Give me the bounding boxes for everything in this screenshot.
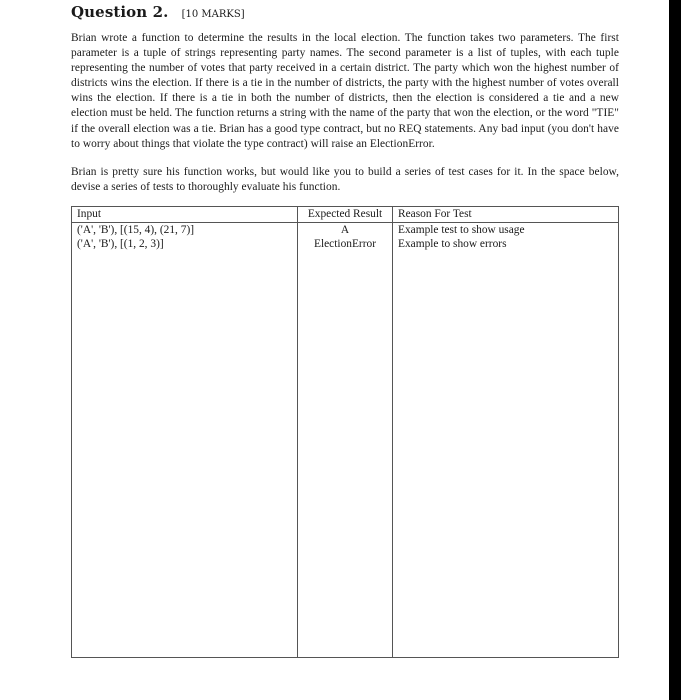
question-title: Question 2.: [71, 3, 169, 21]
blank-reason-cell[interactable]: [393, 251, 619, 658]
problem-description: Brian wrote a function to determine the results in the local election. The function takes two parameters. The first parameter is a tuple of strings representing party names. The second parameter is a list of tuples, with each tuple representing the number of votes that party received in a certain district. The party which won the highest number of districts wins the election. If there is a tie in the number of districts, the party with the highest number of votes overall wins the election. If there is a tie in both the number of districts, then the election is considered a tie and a new election must be held. The function returns a string with the name of the party that won the election, or the word "TIE" if the overall election was a tie. Brian has a good type contract, but no REQ statements. Any bad input (you don't have to worry about things that violate the type contract) will raise an ElectionError.: [71, 32, 619, 150]
row-expected-cell: A: [298, 223, 393, 238]
blank-input-cell[interactable]: [72, 251, 298, 658]
header-expected-result: Expected Result: [298, 207, 393, 223]
header-input: Input: [72, 207, 298, 223]
question-header: [71, 2, 245, 21]
row-reason-cell: Example test to show usage: [393, 223, 619, 238]
row-input-cell: ('A', 'B'), [(15, 4), (21, 7)]: [72, 223, 298, 238]
row-input-cell: ('A', 'B'), [(1, 2, 3)]: [72, 237, 298, 251]
header-reason: Reason For Test: [393, 207, 619, 223]
row-expected-cell: ElectionError: [298, 237, 393, 251]
test-instructions: Brian is pretty sure his function works, but would like you to build a series of test cases for it. In the space below, devise a series of tests to thoroughly evaluate his function.: [71, 166, 619, 194]
row-reason-cell: Example to show errors: [393, 237, 619, 251]
question-marks: [10 MARKS]: [181, 9, 245, 20]
table-row: [72, 237, 619, 251]
blank-expected-cell[interactable]: [298, 251, 393, 658]
table-header-row: [72, 207, 619, 223]
table-row: [72, 223, 619, 238]
blank-answer-area[interactable]: [72, 251, 619, 658]
test-case-table: [71, 206, 619, 658]
